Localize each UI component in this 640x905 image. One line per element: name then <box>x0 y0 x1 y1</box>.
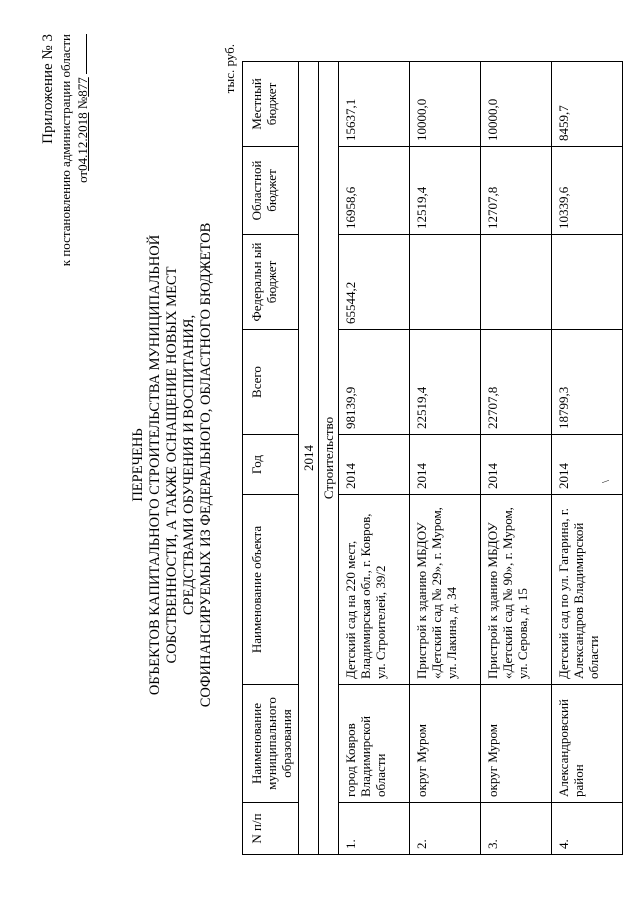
row-total: 18799,3 <box>552 330 623 435</box>
row-object: Пристрой к зданию МБДОУ «Детский сад № 29», г. Муром, ул. Лакина, д. 34 <box>410 495 481 685</box>
row-local: 10000,0 <box>410 62 481 147</box>
year-section-row <box>299 62 319 855</box>
row-regional: 12707,8 <box>481 147 552 235</box>
appendix-line: к постановлению администрации области <box>58 34 73 267</box>
date-prefix: от <box>75 170 90 183</box>
header-municipality: Наименование муниципального образования <box>243 685 299 803</box>
header-regional: Областной бюджет <box>243 147 299 235</box>
appendix-title: Приложение № 3 <box>40 34 56 144</box>
header-local: Местный бюджет <box>243 62 299 147</box>
document-heading <box>130 185 215 745</box>
row-total: 22707,8 <box>481 330 552 435</box>
row-total: 22519,4 <box>410 330 481 435</box>
table-row <box>552 62 623 855</box>
row-object: Детский сад на 220 мест, Владимирская обл., г. Ковров, ул. Строителей, 39/2 <box>339 495 410 685</box>
heading-line: СОФИНАНСИРУЕМЫХ ИЗ ФЕДЕРАЛЬНОГО, ОБЛАСТНОГО БЮДЖЕТОВ <box>198 222 214 708</box>
row-num: 4. <box>552 803 623 855</box>
row-total: 98139,9 <box>339 330 410 435</box>
heading-line: СОБСТВЕННОСТИ, А ТАКЖЕ ОСНАЩЕНИЕ НОВЫХ МЕСТ <box>164 266 180 664</box>
appendix-block <box>40 34 91 364</box>
row-federal <box>481 235 552 330</box>
header-year: Год <box>243 435 299 495</box>
scan-mark: \ <box>600 479 612 483</box>
header-federal: Федеральн ый бюджет <box>243 235 299 330</box>
row-local: 15637,1 <box>339 62 410 147</box>
row-municipality: город Ковров Владимирской области <box>339 685 410 803</box>
heading-line: ОБЪЕКТОВ КАПИТАЛЬНОГО СТРОИТЕЛЬСТВА МУНИЦИПАЛЬНОЙ <box>147 234 163 696</box>
row-year: 2014 <box>410 435 481 495</box>
row-federal: 65544,2 <box>339 235 410 330</box>
year-section: 2014 <box>299 62 319 855</box>
row-year: 2014 <box>481 435 552 495</box>
row-municipality: округ Муром <box>481 685 552 803</box>
decree-reference <box>74 34 91 364</box>
header-num: N п/п <box>243 803 299 855</box>
decree-number: 877 <box>75 77 90 97</box>
decree-date: 04.12.2018 <box>75 112 90 171</box>
unit-label: тыс. руб. <box>222 44 237 94</box>
row-year-value: 2014 <box>556 463 571 489</box>
row-municipality: Александровский район <box>552 685 623 803</box>
row-local: 10000,0 <box>481 62 552 147</box>
row-num: 3. <box>481 803 552 855</box>
row-federal <box>410 235 481 330</box>
table-header-row <box>243 62 299 855</box>
row-regional: 16958,6 <box>339 147 410 235</box>
number-prefix: № <box>75 96 90 110</box>
row-local: 8459,7 <box>552 62 623 147</box>
row-regional: 12519,4 <box>410 147 481 235</box>
row-federal <box>552 235 623 330</box>
underline-blank <box>76 34 87 74</box>
header-object: Наименование объекта <box>243 495 299 685</box>
row-num: 2. <box>410 803 481 855</box>
objects-table <box>242 61 623 855</box>
table-row <box>481 62 552 855</box>
table-row <box>410 62 481 855</box>
table-row <box>339 62 410 855</box>
subsection: Строительство <box>319 62 339 855</box>
row-year: 2014 <box>339 435 410 495</box>
row-municipality: округ Муром <box>410 685 481 803</box>
row-regional: 10339,6 <box>552 147 623 235</box>
row-num: 1. <box>339 803 410 855</box>
heading-line: ПЕРЕЧЕНЬ <box>130 428 146 502</box>
subsection-row <box>319 62 339 855</box>
row-year <box>552 435 623 495</box>
row-object: Детский сад по ул. Гагарина, г. Александров Владимирской области <box>552 495 623 685</box>
heading-line: СРЕДСТВАМИ ОБУЧЕНИЯ И ВОСПИТАНИЯ, <box>181 314 197 616</box>
row-object: Пристрой к зданию МБДОУ «Детский сад № 90», г. Муром, ул. Серова, д. 15 <box>481 495 552 685</box>
header-total: Всего <box>243 330 299 435</box>
